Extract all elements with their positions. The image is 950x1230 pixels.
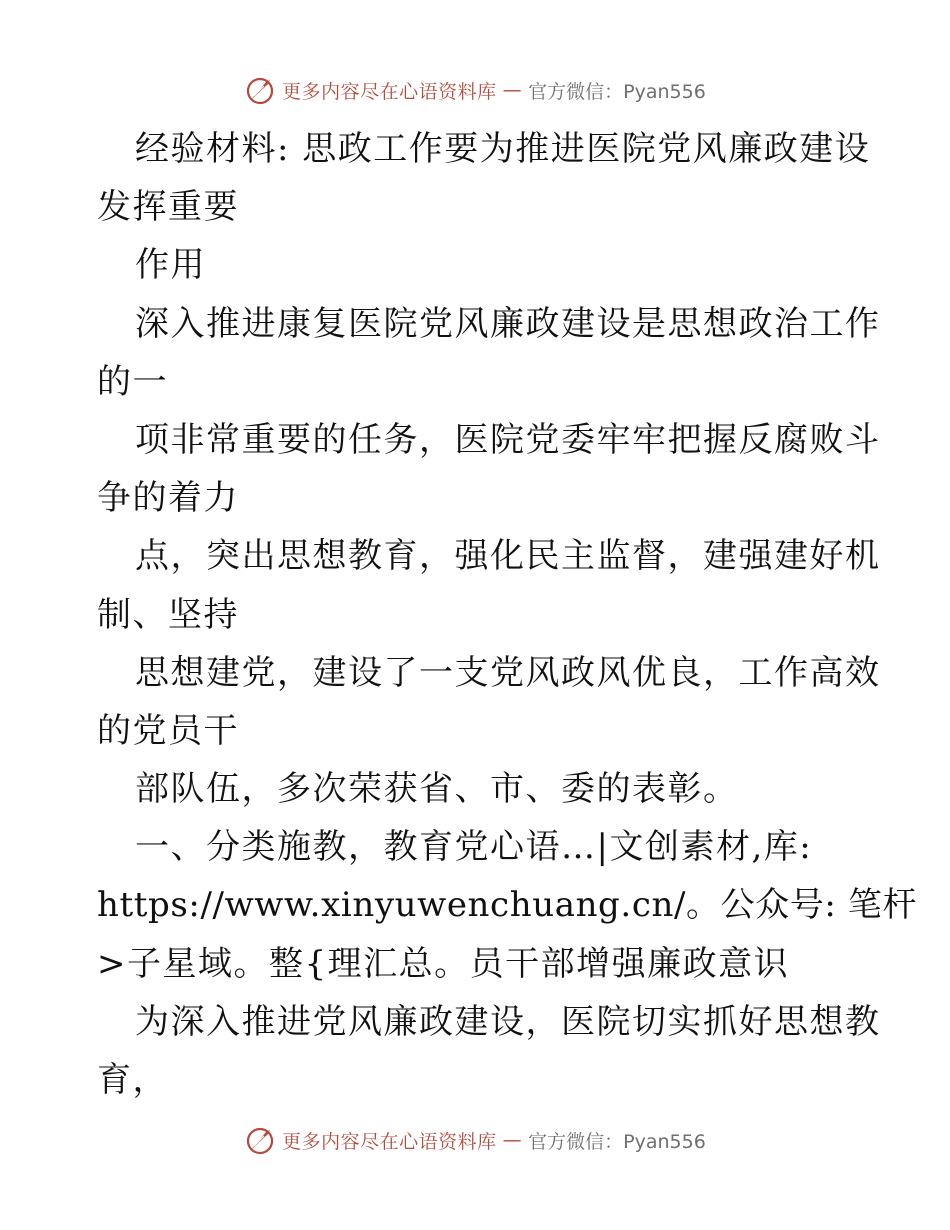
doc-line: 争的着力 bbox=[97, 478, 239, 519]
watermark-text: 更多内容尽在心语资料库 bbox=[282, 80, 497, 103]
watermark-wechat: 官方微信：Pyan556 bbox=[528, 80, 706, 103]
footer-watermark-banner bbox=[0, 1122, 950, 1158]
doc-line: 项非常重要的任务，医院党委牢牢把握反腐败斗 bbox=[135, 419, 881, 460]
doc-line: >子星域。整{理汇总。员干部增强廉政意识 bbox=[97, 943, 790, 984]
doc-line: 制、坚持 bbox=[97, 594, 239, 635]
doc-line: 育， bbox=[97, 1060, 168, 1100]
watermark-wechat: 官方微信：Pyan556 bbox=[528, 1130, 706, 1153]
doc-line: 思想建党，建设了一支党风政风优良，工作高效 bbox=[135, 652, 881, 693]
doc-line: 的党员干 bbox=[97, 710, 239, 751]
document-body bbox=[97, 120, 918, 1109]
quill-logo-icon bbox=[244, 1124, 276, 1156]
doc-line: 点，突出思想教育，强化民主监督，建强建好机 bbox=[135, 536, 881, 577]
doc-line: 一、分类施教，教育党心语…|文创素材,库: bbox=[135, 827, 813, 868]
watermark-text: 更多内容尽在心语资料库 bbox=[282, 1130, 497, 1153]
doc-line: 作用 bbox=[135, 245, 206, 286]
doc-line: 经验材料: 思政工作要为推进医院党风廉政建设 bbox=[135, 129, 871, 169]
doc-line: https://www.xinyuwenchuang.cn/。公众号: 笔杆 bbox=[97, 885, 918, 926]
doc-line: 的一 bbox=[97, 361, 168, 402]
doc-line: 深入推进康复医院党风廉政建设是思想政治工作 bbox=[135, 303, 881, 344]
quill-logo-icon bbox=[244, 74, 276, 106]
doc-line: 部队伍，多次荣获省、市、委的表彰。 bbox=[135, 769, 739, 810]
watermark-separator: — bbox=[502, 79, 523, 101]
doc-line: 为深入推进党风廉政建设，医院切实抓好思想教 bbox=[135, 1001, 881, 1042]
watermark-separator: — bbox=[502, 1129, 523, 1151]
header-watermark-banner bbox=[0, 72, 950, 108]
doc-line: 发挥重要 bbox=[97, 187, 239, 228]
